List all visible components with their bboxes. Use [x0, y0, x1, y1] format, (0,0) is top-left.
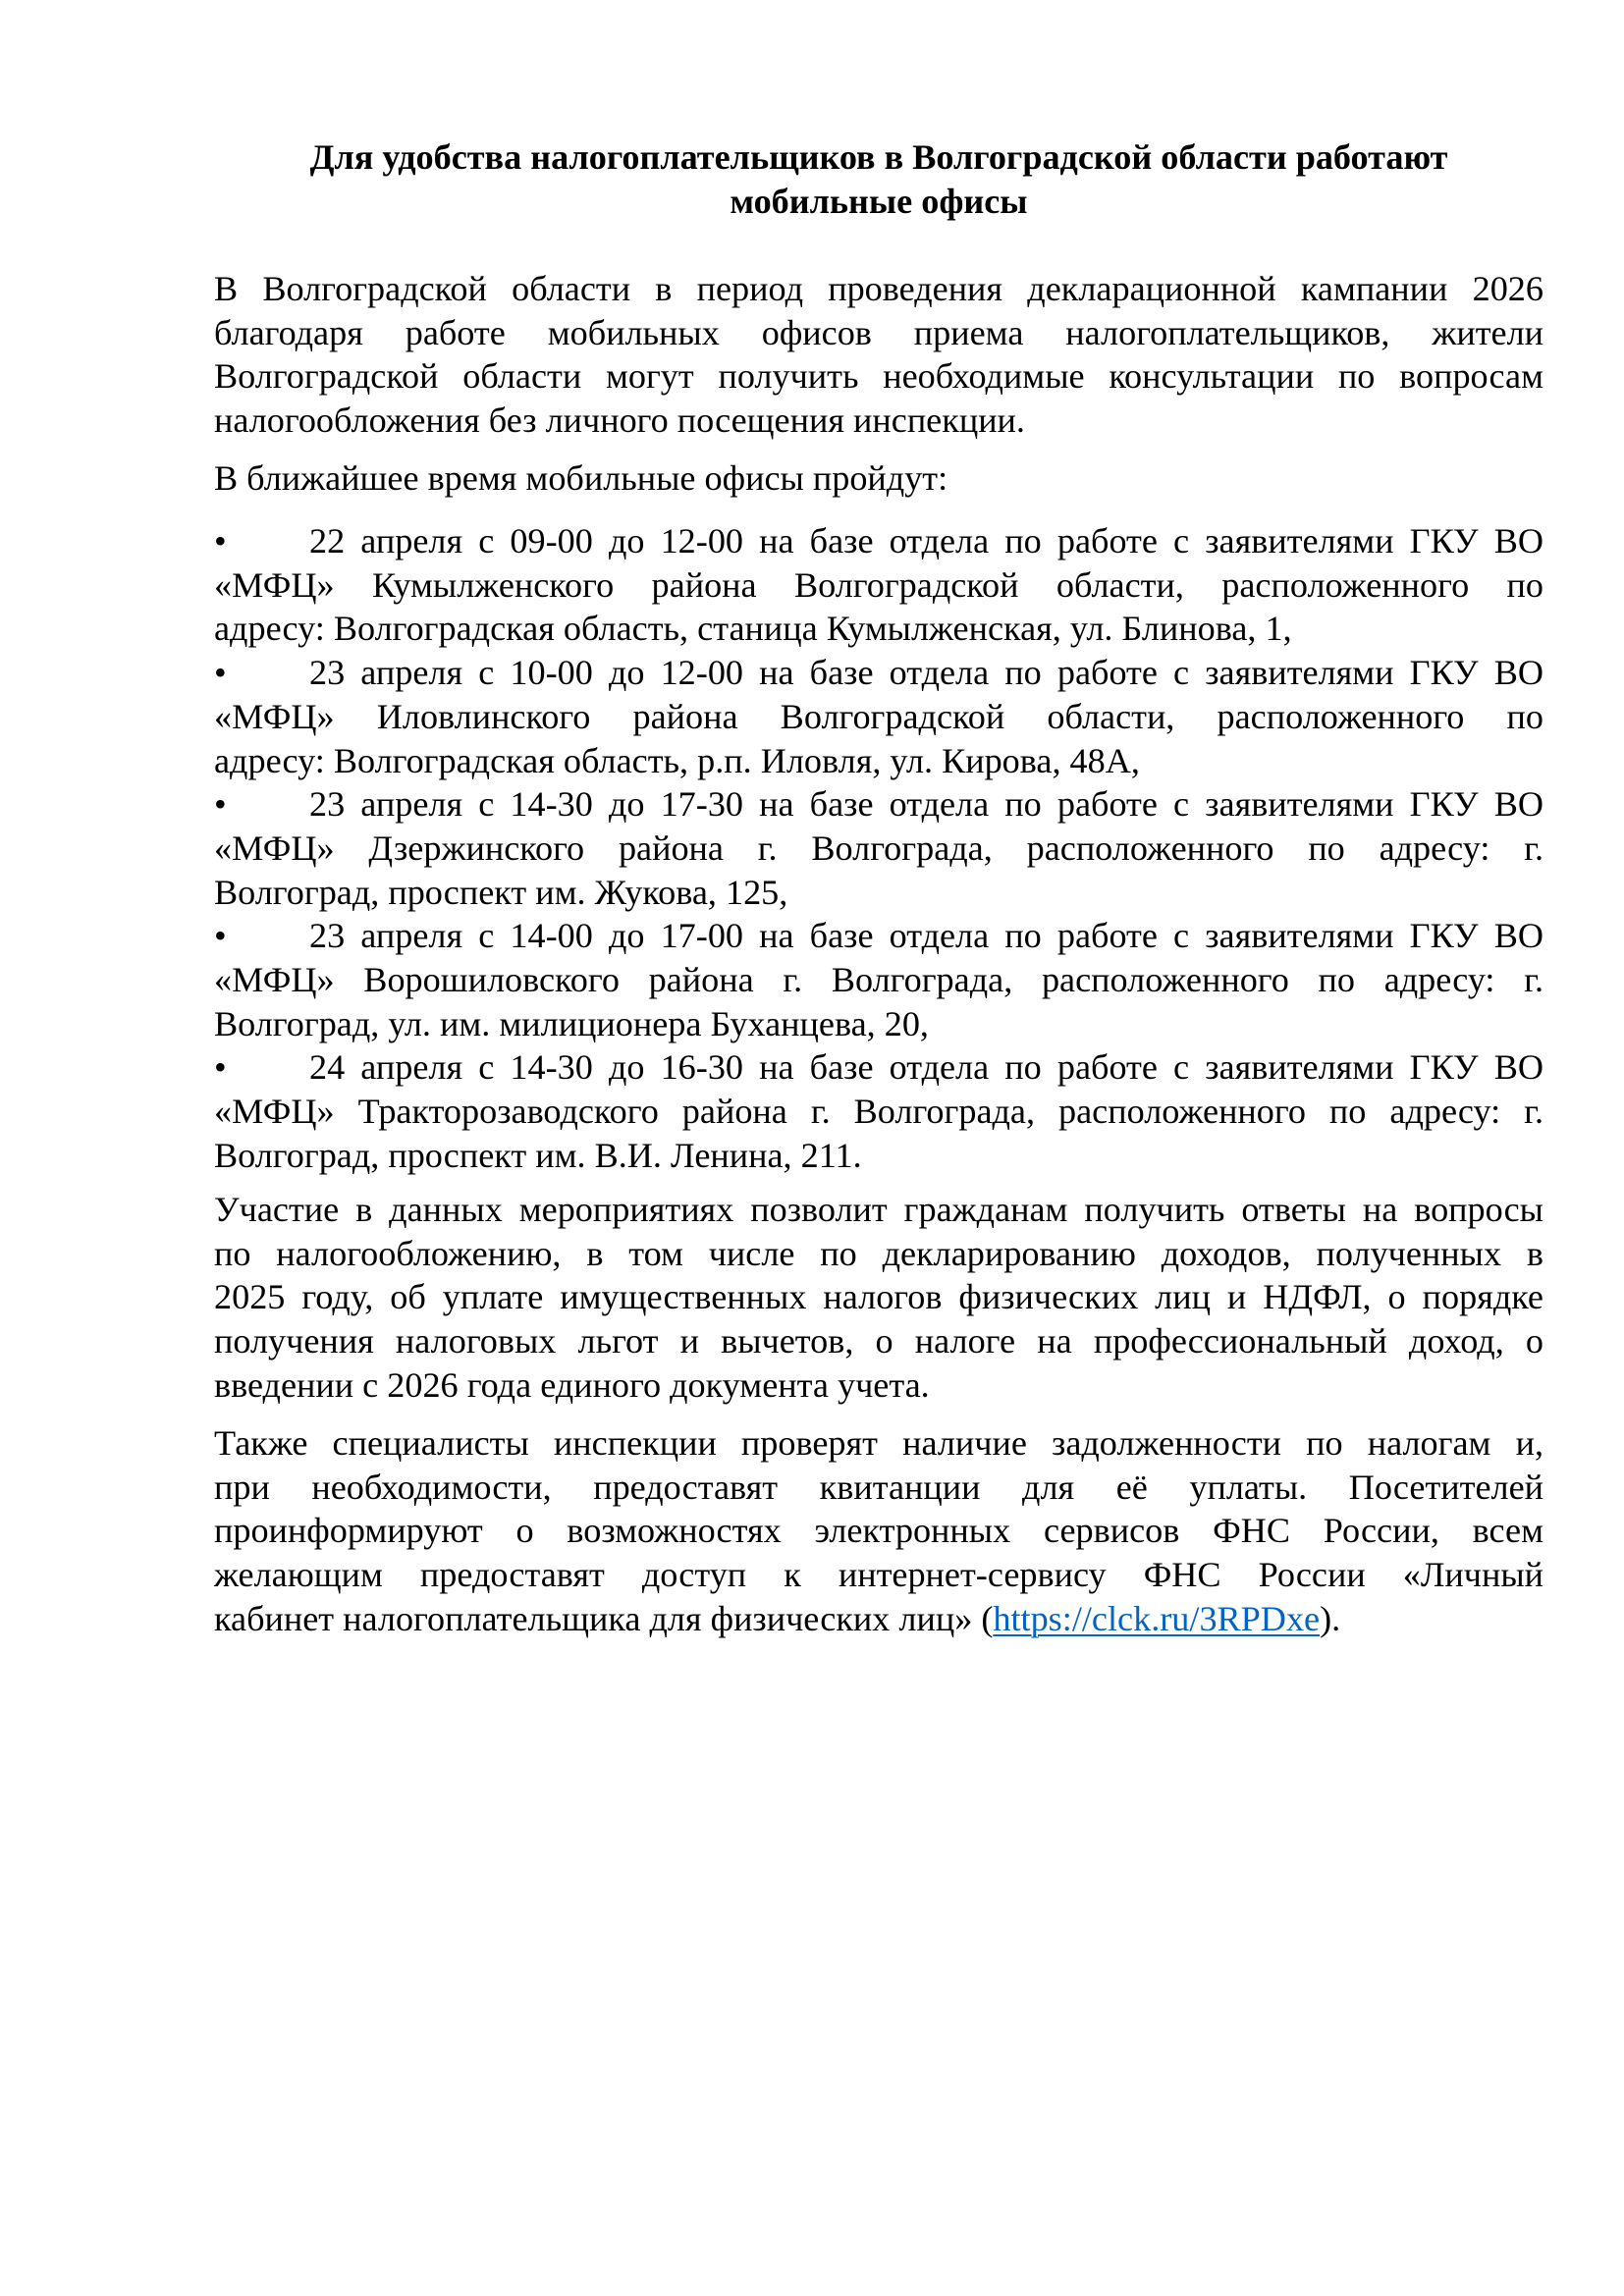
- schedule-item-first-line: [214, 519, 1543, 563]
- schedule-item: [214, 782, 1543, 914]
- text-line: «МФЦ» Дзержинского района г. Волгограда, расположенного по адресу: г.: [214, 828, 1543, 868]
- schedule-item-first-line: [214, 782, 1543, 827]
- schedule-item: [214, 519, 1543, 651]
- schedule-item-first-line: [214, 914, 1543, 958]
- title-line: Для удобства налогоплательщиков в Волгоградской области работают: [309, 137, 1448, 177]
- text-line: благодаря работе мобильных офисов приема налогоплательщиков, жители: [214, 312, 1543, 352]
- topics-paragraph: [214, 1188, 1543, 1408]
- schedule-item: [214, 914, 1543, 1045]
- document-title: [214, 135, 1543, 223]
- text-line: «МФЦ» Кумылженского района Волгоградской области, расположенного по: [214, 564, 1543, 605]
- intro-paragraph: [214, 267, 1543, 443]
- bullet-icon: •: [214, 916, 227, 956]
- text-segment: кабинет налогоплательщика для физических лиц» (: [214, 1598, 994, 1638]
- schedule-item-first-line: [214, 651, 1543, 695]
- text-line: Участие в данных мероприятиях позволит гражданам получить ответы на вопросы: [214, 1190, 1543, 1229]
- bullet-icon: •: [214, 521, 227, 561]
- bullet-icon: •: [214, 784, 227, 825]
- services-paragraph: [214, 1421, 1543, 1641]
- text-line: по налогообложению, в том числе по декларированию доходов, полученных в: [214, 1233, 1543, 1273]
- schedule-item-first-line: [214, 1045, 1543, 1090]
- text-line: при необходимости, предоставят квитанции для её уплаты. Посетителей: [214, 1467, 1543, 1507]
- text-line: желающим предоставят доступ к интернет-сервису ФНС России «Личный: [214, 1555, 1543, 1595]
- lead-paragraph: [214, 456, 1543, 501]
- text-line: получения налоговых льгот и вычетов, о налоге на профессиональный доход, о: [214, 1321, 1543, 1362]
- text-line: 23 апреля с 14-00 до 17-00 на базе отдела по работе с заявителями ГКУ ВО: [309, 916, 1543, 956]
- text-line: Волгоград, проспект им. Жукова, 125,: [214, 872, 788, 912]
- bullet-icon: •: [214, 1047, 227, 1088]
- text-segment: ).: [1320, 1598, 1341, 1638]
- text-line: 24 апреля с 14-30 до 16-30 на базе отдела по работе с заявителями ГКУ ВО: [309, 1047, 1543, 1088]
- text-line: Волгоградской области могут получить необходимые консультации по вопросам: [214, 356, 1543, 397]
- text-line: налогообложения без личного посещения инспекции.: [214, 400, 1025, 441]
- text-line: Волгоград, проспект им. В.И. Ленина, 211.: [214, 1135, 862, 1175]
- text-line: 2025 году, об уплате имущественных налогов физических лиц и НДФЛ, о порядке: [214, 1277, 1543, 1317]
- text-line: 23 апреля с 10-00 до 12-00 на базе отдела по работе с заявителями ГКУ ВО: [309, 653, 1543, 693]
- text-line: 22 апреля с 09-00 до 12-00 на базе отдела по работе с заявителями ГКУ ВО: [309, 521, 1543, 561]
- personal-account-link[interactable]: https://clck.ru/3RPDxe: [993, 1598, 1321, 1638]
- title-line: мобильные офисы: [730, 181, 1028, 221]
- text-line: проинформируют о возможностях электронных сервисов ФНС России, всем: [214, 1511, 1543, 1551]
- text-line: «МФЦ» Тракторозаводского района г. Волгограда, расположенного по адресу: г.: [214, 1092, 1543, 1132]
- text-line: адресу: Волгоградская область, р.п. Иловля, ул. Кирова, 48А,: [214, 740, 1140, 780]
- text-line: «МФЦ» Иловлинского района Волгоградской области, расположенного по: [214, 696, 1543, 736]
- schedule-list: [214, 519, 1543, 1178]
- text-line: Волгоград, ул. им. милиционера Буханцева, 20,: [214, 1003, 929, 1043]
- text-line: «МФЦ» Ворошиловского района г. Волгограда, расположенного по адресу: г.: [214, 960, 1543, 1000]
- text-line: адресу: Волгоградская область, станица Кумылженская, ул. Блинова, 1,: [214, 609, 1292, 649]
- text-line: В Волгоградской области в период проведения декларационной кампании 2026: [214, 269, 1543, 308]
- text-line: 23 апреля с 14-30 до 17-30 на базе отдела по работе с заявителями ГКУ ВО: [309, 784, 1543, 825]
- schedule-item: [214, 651, 1543, 782]
- text-line: введении с 2026 года единого документа учета.: [214, 1364, 930, 1405]
- schedule-item: [214, 1045, 1543, 1177]
- text-line-with-link: [214, 1597, 1543, 1641]
- bullet-icon: •: [214, 653, 227, 693]
- text-line: Также специалисты инспекции проверят наличие задолженности по налогам и,: [214, 1423, 1543, 1463]
- text-line: В ближайшее время мобильные офисы пройдут:: [214, 458, 948, 498]
